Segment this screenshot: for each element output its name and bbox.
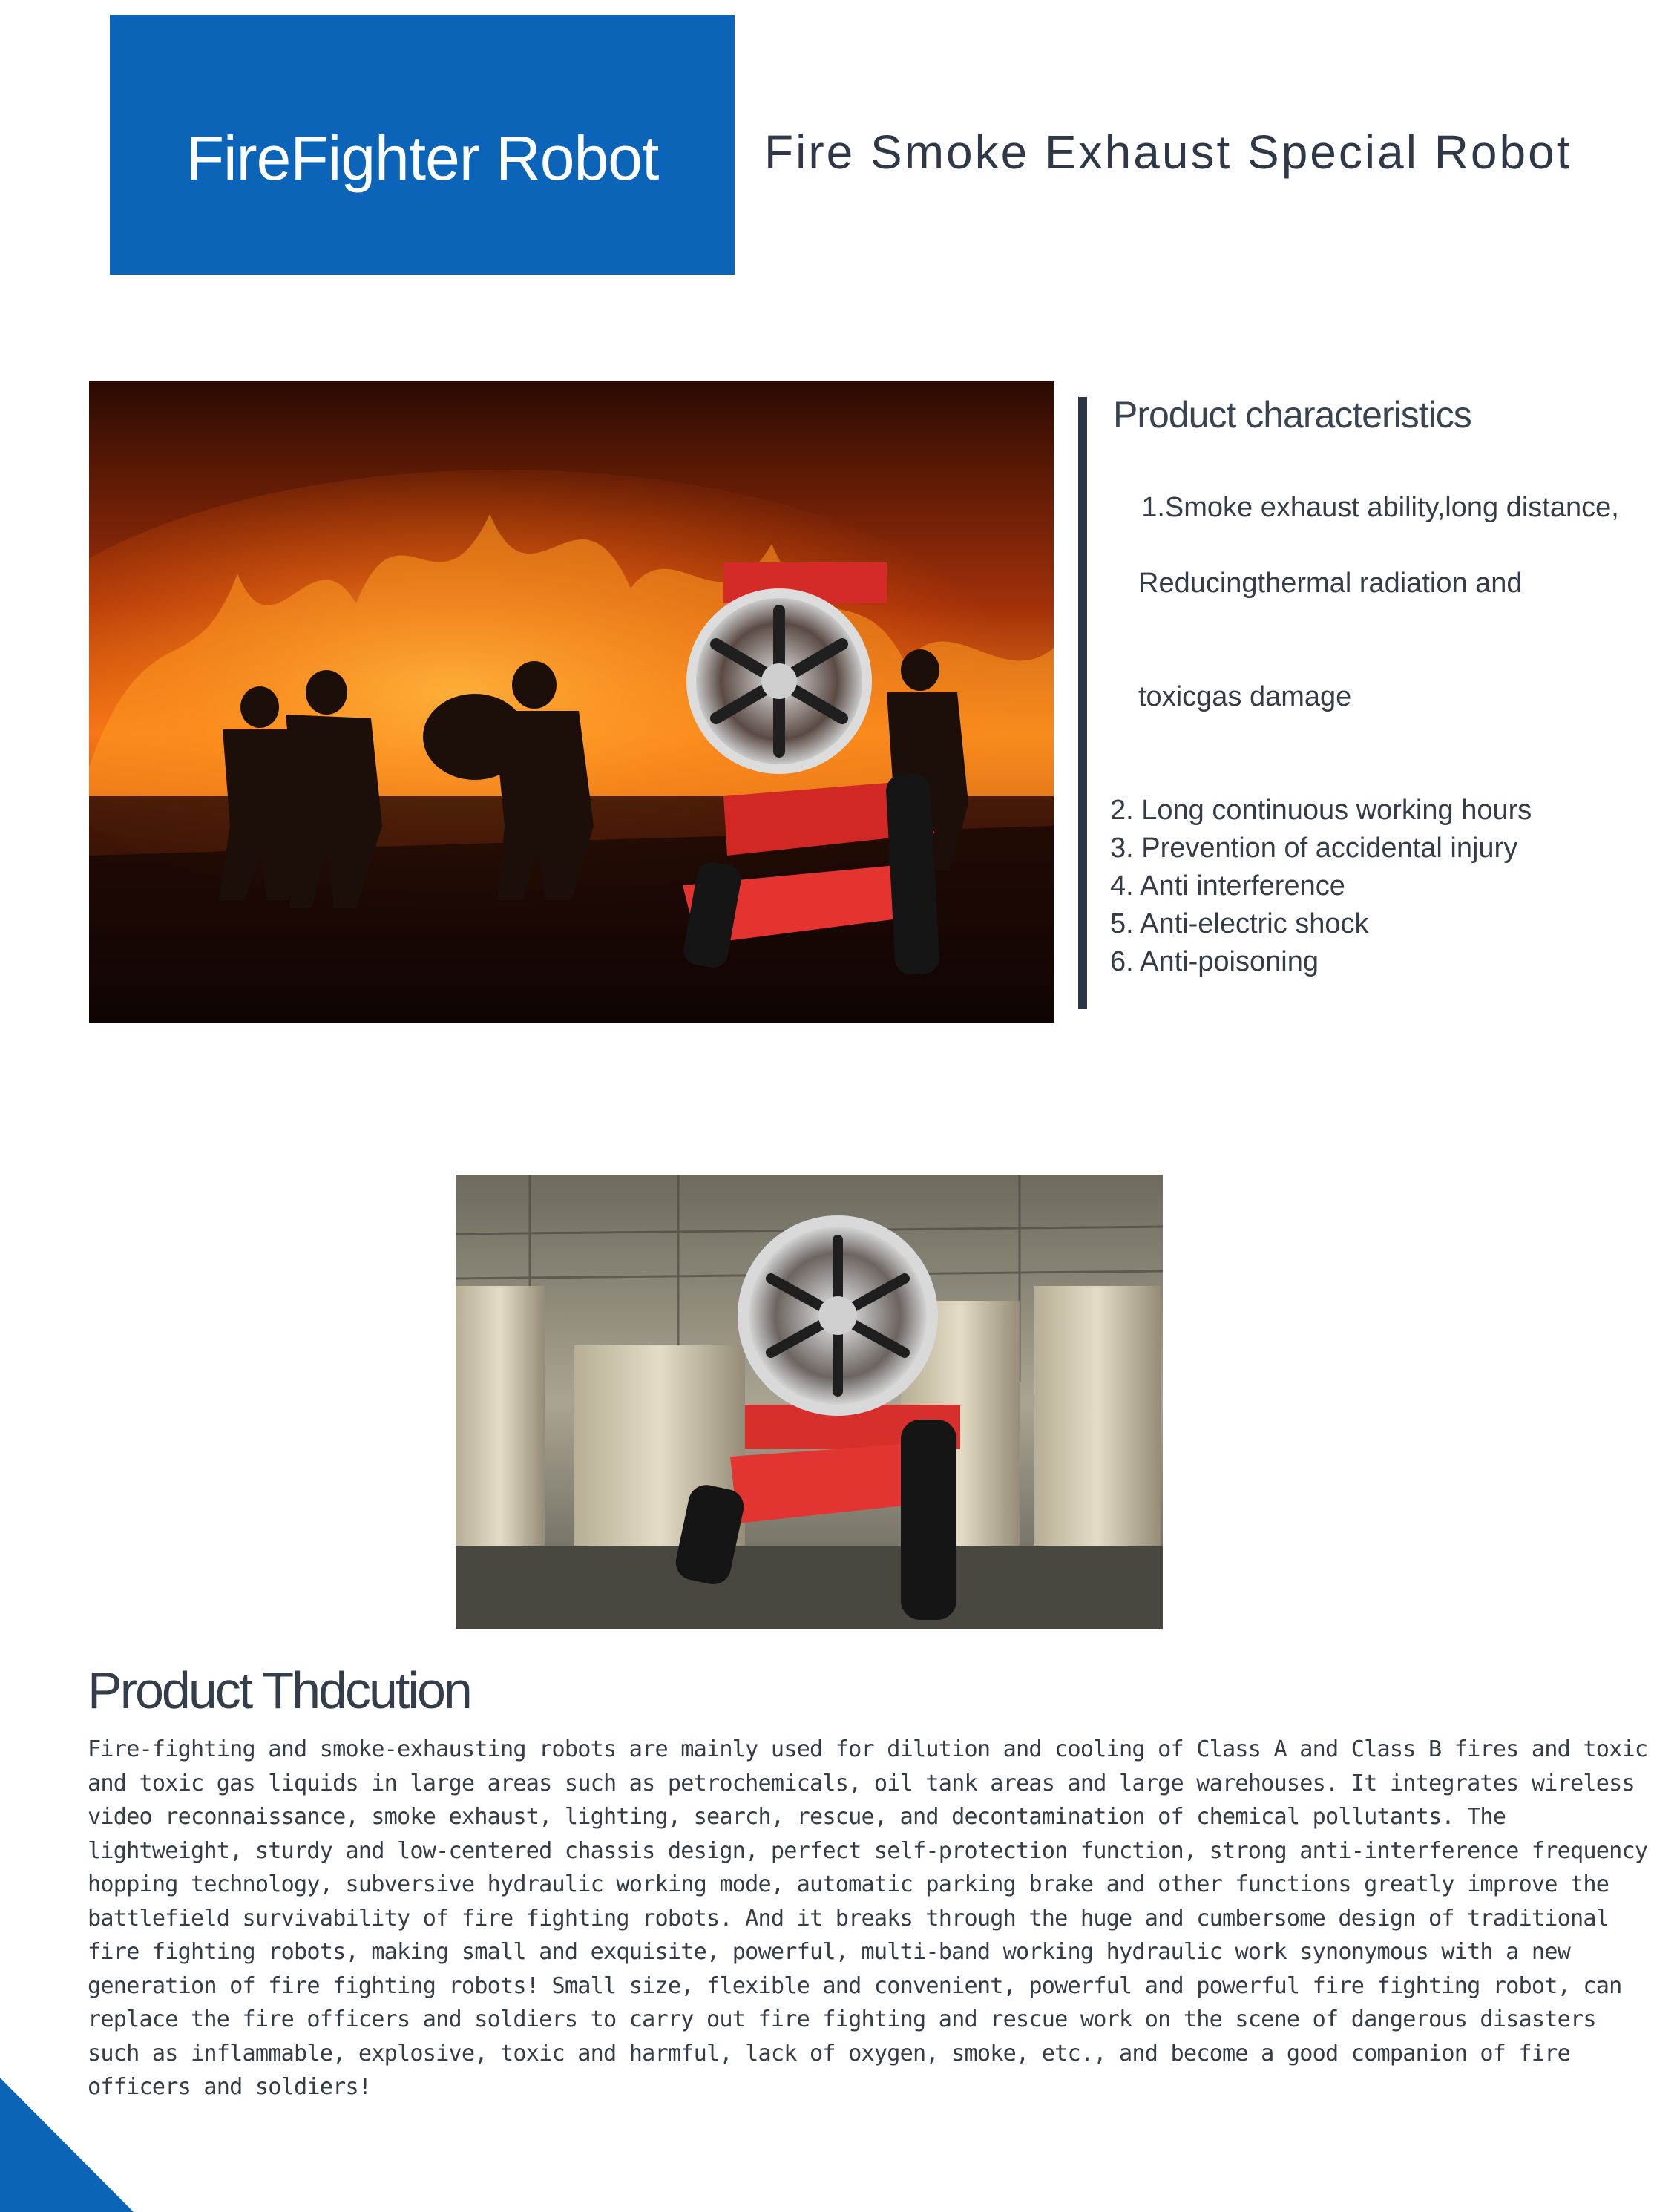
characteristics-list xyxy=(1110,451,1619,981)
corner-accent xyxy=(0,2078,134,2212)
introduction-title: Product Thdcution xyxy=(88,1661,470,1719)
characteristic-text: 2. Long continuous working hours xyxy=(1110,795,1532,826)
characteristic-text: 4. Anti interference xyxy=(1110,870,1345,902)
characteristics-title: Product characteristics xyxy=(1113,394,1471,436)
brand-title-box xyxy=(110,15,735,275)
characteristic-text: 3. Prevention of accidental injury xyxy=(1110,833,1518,864)
characteristic-text: 6. Anti-poisoning xyxy=(1110,946,1319,977)
characteristic-text-cont: Reducingthermal radiation and xyxy=(1138,568,1523,599)
characteristic-item xyxy=(1110,867,1619,905)
plant-scene-robot-photo xyxy=(456,1175,1163,1629)
characteristic-text: 1.Smoke exhaust ability,long distance, xyxy=(1141,492,1619,523)
characteristic-item xyxy=(1110,830,1619,867)
characteristic-item xyxy=(1110,451,1619,792)
characteristic-text-cont: toxicgas damage xyxy=(1138,681,1352,712)
characteristics-divider xyxy=(1078,397,1087,1009)
characteristic-item xyxy=(1110,943,1619,981)
brand-title: FireFighter Robot xyxy=(186,123,659,193)
fire-scene-robot-photo xyxy=(89,381,1054,1023)
characteristic-text: 5. Anti-electric shock xyxy=(1110,908,1369,939)
characteristic-item xyxy=(1110,905,1619,943)
page-subtitle: Fire Smoke Exhaust Special Robot xyxy=(764,125,1572,179)
introduction-body: Fire-fighting and smoke-exhausting robots are mainly used for dilution and cooling of Class A and Class B fires and toxic and toxic gas liquids in large areas such as petrochemicals, oil tank areas and large warehouses. It integrates wireless video reconnaissance, smoke exhaust, lighting, search, rescue, and decontamination of chemical pollutants. The lightweight, sturdy and low-centered chassis design, perfect self-protection function, strong anti-interference frequency hopping technology, subversive hydraulic working mode, automatic parking brake and other functions greatly improve the battlefield survivability of fire fighting robots. And it breaks through the huge and cumbersome design of traditional fire fighting robots, making small and exquisite, powerful, multi-band working hydraulic work synonymous with a new generation of fire fighting robots! Small size, flexible and convenient, powerful and powerful fire fighting robot, can replace the fire officers and soldiers to carry out fire fighting and rescue work on the scene of dangerous disasters such as inflammable, explosive, toxic and harmful, lack of oxygen, smoke, etc., and become a good companion of fire officers and soldiers! xyxy=(88,1736,1648,2100)
characteristic-item xyxy=(1110,792,1619,830)
